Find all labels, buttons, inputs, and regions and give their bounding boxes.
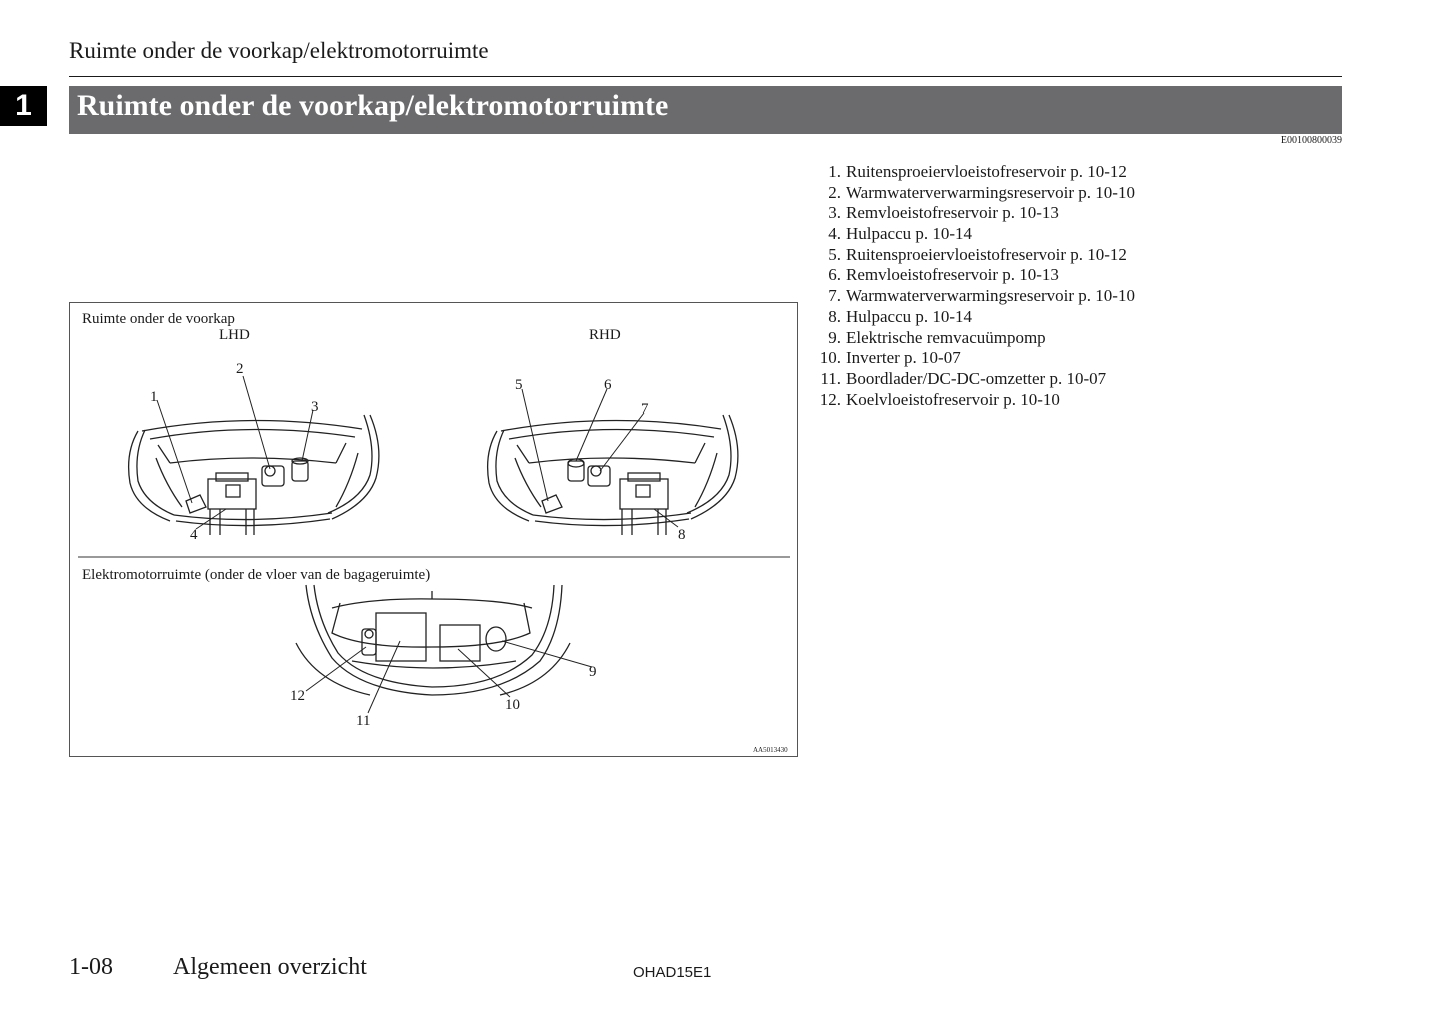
list-item <box>812 162 1135 183</box>
list-item-text: Remvloeistofreservoir p. 10-13 <box>846 203 1059 223</box>
component-list <box>812 162 1135 410</box>
callout-3: 3 <box>311 399 319 415</box>
engine-compartment-figure <box>69 302 798 757</box>
footer-page-number: 1-08 <box>69 954 113 980</box>
list-item-text: Hulpaccu p. 10-14 <box>846 224 973 244</box>
callout-1: 1 <box>150 389 158 405</box>
figure-lhd-label: LHD <box>219 327 250 343</box>
list-item-text: Warmwaterverwarmingsreservoir p. 10-10 <box>846 286 1135 306</box>
callout-5: 5 <box>515 377 523 393</box>
list-item-number: 11. <box>820 368 841 388</box>
figure-illustration <box>70 303 799 758</box>
list-item-number: 1. <box>828 162 841 181</box>
list-item <box>812 245 1135 266</box>
list-item-number: 7. <box>828 286 841 306</box>
footer-code: OHAD15E1 <box>633 964 712 981</box>
figure-top-caption: Ruimte onder de voorkap <box>82 311 235 327</box>
list-item <box>812 224 1135 245</box>
list-item-number: 12. <box>819 389 841 409</box>
list-item <box>812 328 1135 349</box>
list-item-text: Ruitensproeiervloeistofreservoir p. 10-12 <box>846 244 1127 264</box>
page-title: Ruimte onder de voorkap/elektromotorruimte <box>77 89 669 122</box>
list-item <box>812 348 1135 369</box>
list-item-number: 5. <box>828 244 841 264</box>
list-item <box>812 183 1135 204</box>
figure-bottom-caption: Elektromotorruimte (onder de vloer van de bagageruimte) <box>82 567 431 583</box>
list-item <box>812 203 1135 224</box>
list-item-text: Boordlader/DC-DC-omzetter p. 10-07 <box>846 368 1107 388</box>
list-item-text: Ruitensproeiervloeistofreservoir p. 10-12 <box>846 162 1127 181</box>
list-item-number: 4. <box>828 224 841 244</box>
list-item-number: 3. <box>828 203 841 223</box>
list-item-number: 10. <box>819 348 841 368</box>
list-item-text: Remvloeistofreservoir p. 10-13 <box>846 265 1059 285</box>
header-rule <box>69 76 1342 77</box>
callout-4: 4 <box>190 527 198 543</box>
callout-7: 7 <box>641 401 649 417</box>
callout-10: 10 <box>505 697 520 713</box>
callout-2: 2 <box>236 361 244 377</box>
chapter-tab: 1 <box>0 86 47 126</box>
list-item <box>812 369 1135 390</box>
footer-section-title: Algemeen overzicht <box>173 954 367 980</box>
callout-6: 6 <box>604 377 612 393</box>
list-item <box>812 286 1135 307</box>
title-bar <box>69 86 1342 134</box>
callout-12: 12 <box>290 688 305 704</box>
list-item-text: Warmwaterverwarmingsreservoir p. 10-10 <box>846 182 1135 202</box>
list-item-number: 6. <box>828 265 841 285</box>
document-code: E00100800039 <box>1280 135 1342 146</box>
list-item-number: 8. <box>828 306 841 326</box>
list-item <box>812 390 1135 411</box>
list-item-text: Koelvloeistofreservoir p. 10-10 <box>846 389 1060 409</box>
lhd-engine-bay-drawing <box>129 415 379 535</box>
list-item-text: Hulpaccu p. 10-14 <box>846 306 973 326</box>
list-item-number: 9. <box>828 327 841 347</box>
rhd-engine-bay-drawing <box>488 415 738 535</box>
list-item <box>812 265 1135 286</box>
list-item <box>812 307 1135 328</box>
list-item-text: Inverter p. 10-07 <box>846 348 961 368</box>
figure-code: AA5013430 <box>753 746 788 754</box>
running-header: Ruimte onder de voorkap/elektromotorruimte <box>69 38 489 63</box>
list-item-number: 2. <box>828 182 841 202</box>
figure-rhd-label: RHD <box>589 327 621 343</box>
list-item-text: Elektrische remvacuümpomp <box>846 327 1046 347</box>
callout-11: 11 <box>356 713 371 729</box>
callout-9: 9 <box>589 664 597 680</box>
callout-8: 8 <box>678 527 686 543</box>
motor-compartment-drawing <box>296 585 570 695</box>
